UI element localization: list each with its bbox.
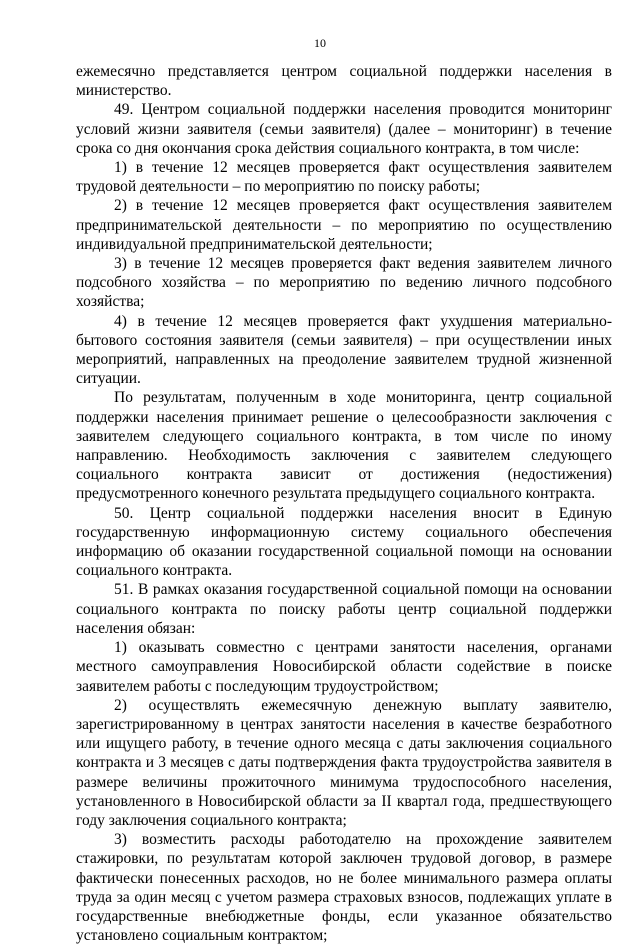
list-item: 2) в течение 12 месяцев проверяется факт осуществления заявителем предпринимательской деятельности – по мероприятию по осуществлению индивидуальной предпринимательской деятельности;	[76, 197, 612, 253]
paragraph-continuation: ежемесячно представляется центром социальной поддержки населения в министерство.	[76, 63, 612, 100]
list-item: 1) оказывать совместно с центрами занятости населения, органами местного самоуправления Новосибирской области содействие в поиске заявителем работы с последующим трудоустройством;	[76, 639, 612, 695]
list-item: 1) в течение 12 месяцев проверяется факт осуществления заявителем трудовой деятельности – по мероприятию по поиску работы;	[76, 159, 612, 196]
list-item: 2) осуществлять ежемесячную денежную выплату заявителю, зарегистрированному в центрах занятости населения в качестве безработного или ищущего работу, в течение одного месяца с даты заключения социального контракта и 3 месяцев с даты подтверждения факта трудоустройства заявителя в размере величины прожиточного минимума трудоспособного населения, установленного в Новосибирской области за II квартал года, предшествующего году заключения социального контракта;	[76, 696, 612, 829]
list-item: 4) в течение 12 месяцев проверяется факт ухудшения материально-бытового состояния заявителя (семьи заявителя) – при осуществлении иных мероприятий, направленных на преодоление заявителем трудной жизненной ситуации.	[76, 312, 612, 388]
page-number: 10	[314, 36, 326, 50]
document-body	[76, 62, 612, 945]
list-item: 3) в течение 12 месяцев проверяется факт ведения заявителем личного подсобного хозяйства – по мероприятию по ведению личного подсобного хозяйства;	[76, 255, 612, 311]
paragraph-monitoring-results: По результатам, полученным в ходе мониторинга, центр социальной поддержки населения принимает решение о целесообразности заключения с заявителем следующего социального контракта, в том числе по иному направлению. Необходимость заключения с заявителем следующего социального контракта зависит от достижения (недостижения) предусмотренного конечного результата предыдущего социального контракта.	[76, 389, 612, 503]
paragraph-item-49: 49. Центром социальной поддержки населения проводится мониторинг условий жизни заявителя (семьи заявителя) (далее – мониторинг) в течение срока со дня окончания срока действия социального контракта, в том числе:	[76, 101, 612, 157]
list-item: 3) возместить расходы работодателю на прохождение заявителем стажировки, по результатам которой заключен трудовой договор, в размере фактически понесенных расходов, но не более минимального размера оплаты труда за один месяц с учетом размера страховых взносов, подлежащих уплате в государственные внебюджетные фонды, если указанное обязательство установлено социальным контрактом;	[76, 831, 612, 945]
paragraph-item-51: 51. В рамках оказания государственной социальной помощи на основании социального контракта по поиску работы центр социальной поддержки населения обязан:	[76, 581, 612, 637]
paragraph-item-50: 50. Центр социальной поддержки населения вносит в Единую государственную информационную систему социального обеспечения информацию об оказании государственной социальной помощи на основании социального контракта.	[76, 504, 612, 580]
